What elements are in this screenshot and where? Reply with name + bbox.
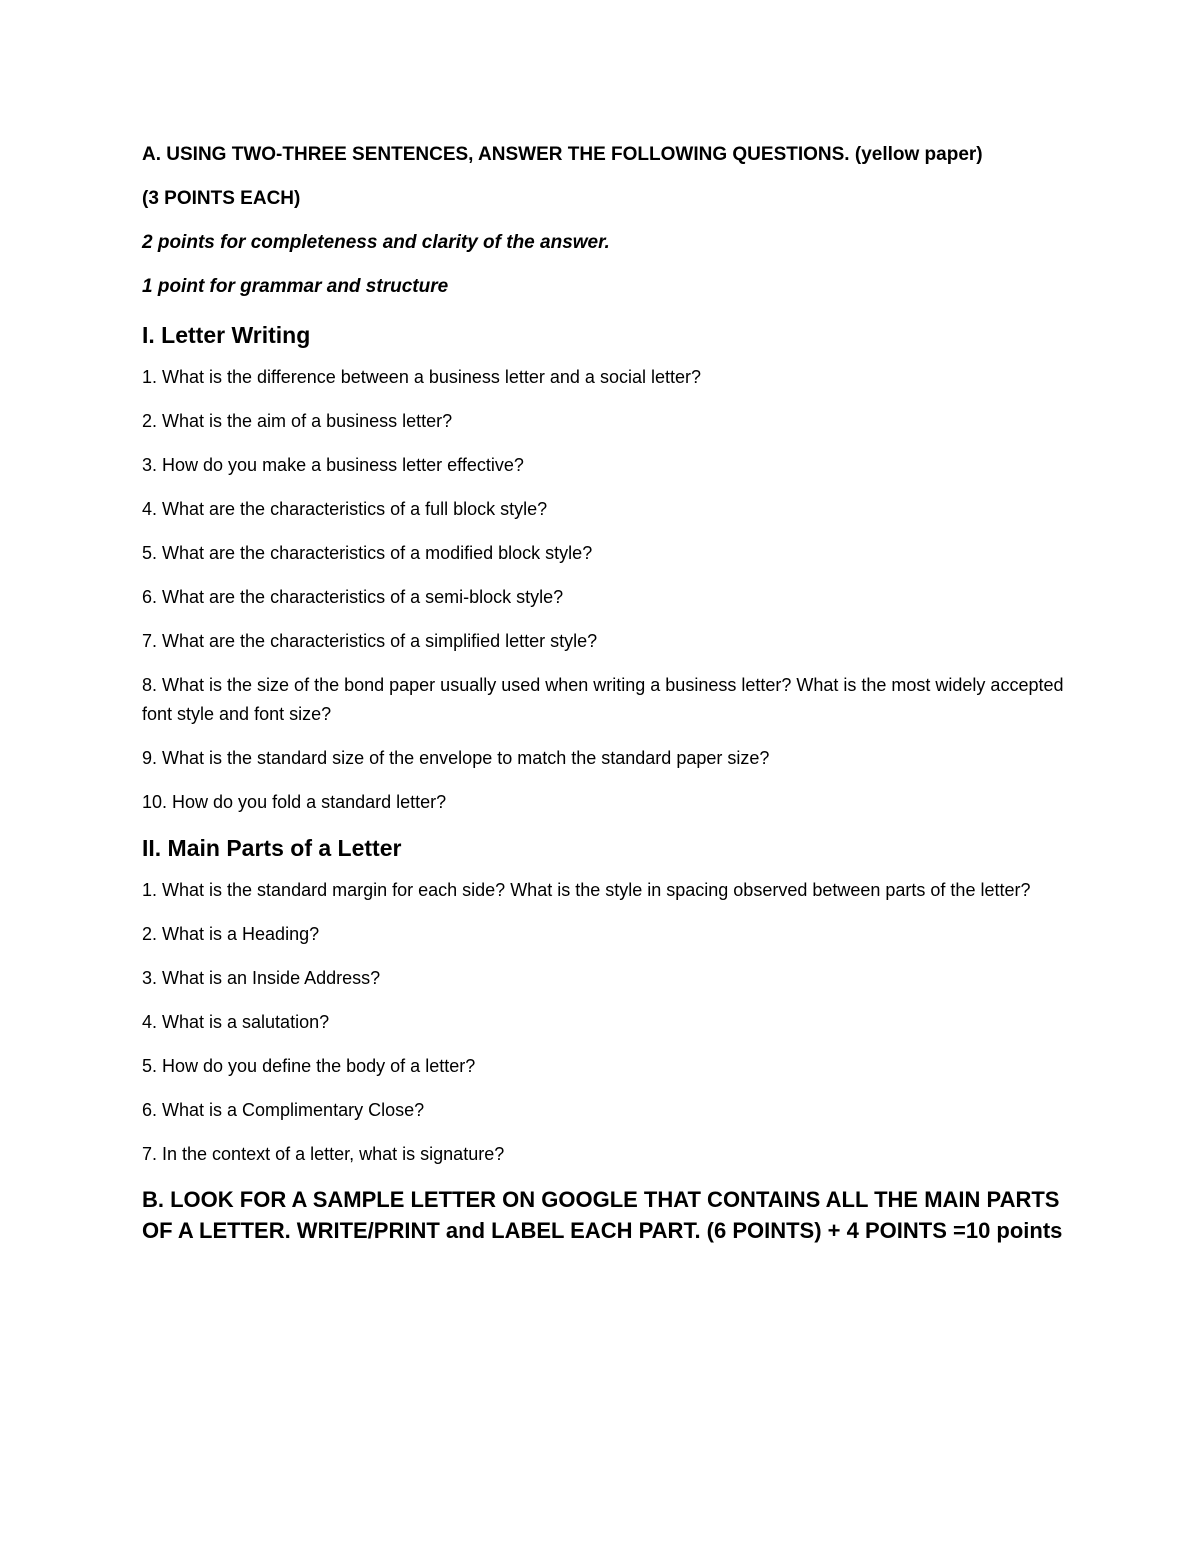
question-item: 4. What is a salutation? xyxy=(142,1012,330,1032)
points-each-note: (3 POINTS EACH) xyxy=(142,188,301,209)
criteria-grammar: 1 point for grammar and structure xyxy=(142,276,449,297)
section-heading-letter-writing: I. Letter Writing xyxy=(142,322,311,348)
question-item: 4. What are the characteristics of a full block style? xyxy=(142,499,548,519)
question-item: 5. What are the characteristics of a modified block style? xyxy=(142,543,593,563)
question-list-main-parts xyxy=(142,876,1072,1169)
question-item: 5. How do you define the body of a letter? xyxy=(142,1056,476,1076)
question-item: 2. What is the aim of a business letter? xyxy=(142,411,453,431)
document-body xyxy=(142,141,1072,1246)
question-item: 6. What is a Complimentary Close? xyxy=(142,1100,425,1120)
question-item: 2. What is a Heading? xyxy=(142,924,320,944)
question-item: 6. What are the characteristics of a semi-block style? xyxy=(142,587,564,607)
question-list-letter-writing xyxy=(142,363,1072,817)
section-heading-main-parts: II. Main Parts of a Letter xyxy=(142,835,402,861)
question-item: 9. What is the standard size of the envelope to match the standard paper size? xyxy=(142,748,770,768)
part-b-instruction: B. LOOK FOR A SAMPLE LETTER ON GOOGLE THAT CONTAINS ALL THE MAIN PARTS OF A LETTER. WRITE/PRINT and LABEL EACH PART. (6 POINTS) + 4 POINTS =10 points xyxy=(142,1187,1063,1243)
question-item: 7. What are the characteristics of a simplified letter style? xyxy=(142,631,598,651)
question-item: 10. How do you fold a standard letter? xyxy=(142,792,447,812)
question-item: 7. In the context of a letter, what is signature? xyxy=(142,1144,505,1164)
question-item: 3. How do you make a business letter effective? xyxy=(142,455,524,475)
question-item: 3. What is an Inside Address? xyxy=(142,968,381,988)
criteria-completeness: 2 points for completeness and clarity of the answer. xyxy=(142,232,610,253)
part-a-title: A. USING TWO-THREE SENTENCES, ANSWER THE FOLLOWING QUESTIONS. (yellow paper) xyxy=(142,144,983,165)
question-item: 8. What is the size of the bond paper usually used when writing a business letter? What is the most widely accepted font style and font size? xyxy=(142,675,1064,724)
question-item: 1. What is the standard margin for each side? What is the style in spacing observed between parts of the letter? xyxy=(142,880,1031,900)
question-item: 1. What is the difference between a business letter and a social letter? xyxy=(142,367,701,387)
